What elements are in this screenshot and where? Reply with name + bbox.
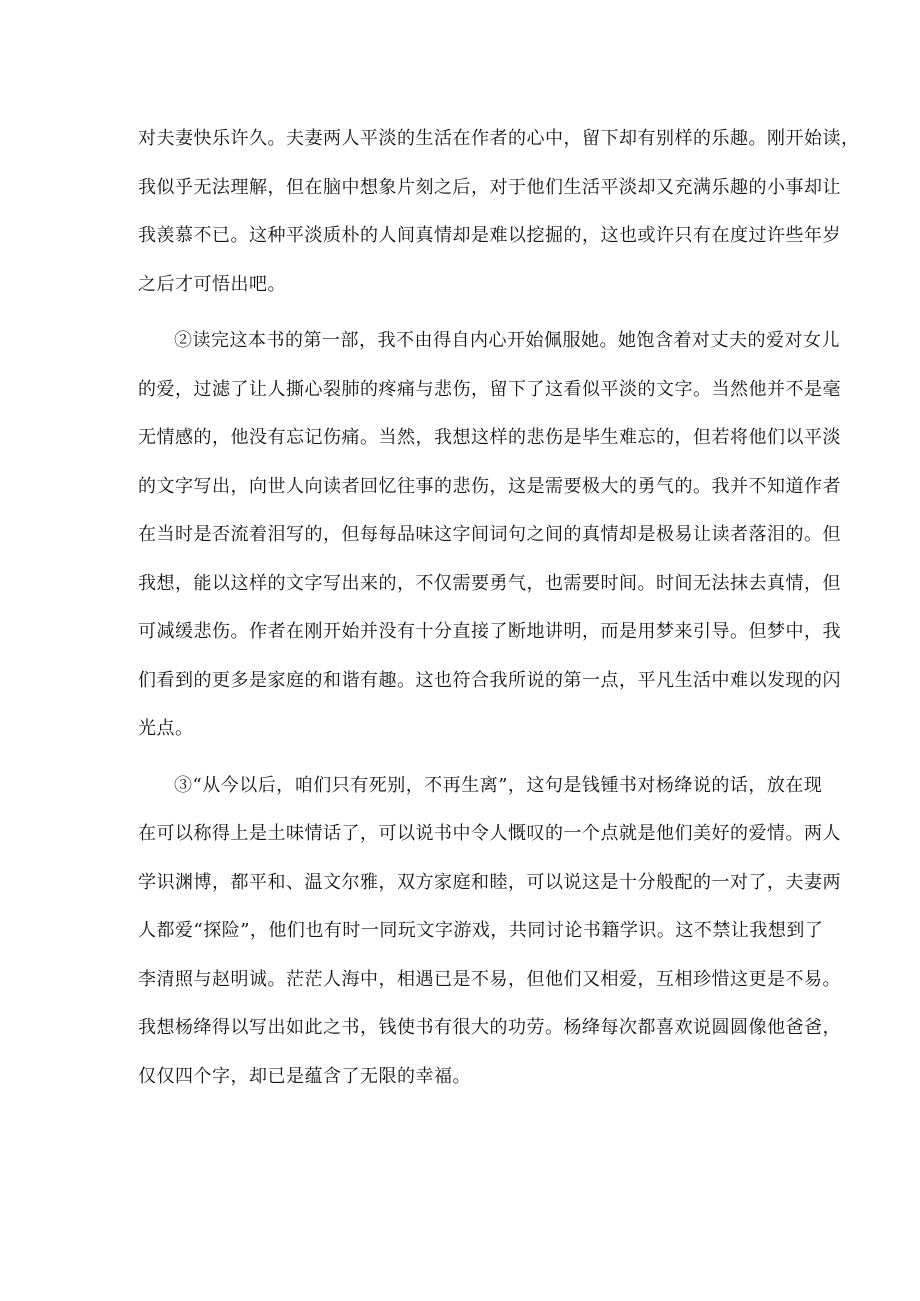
text-line: 在可以称得上是土味情话了，可以说书中令人慨叹的一个点就是他们美好的爱情。两人 [138,823,841,844]
text-line: 光点。 [138,718,194,739]
text-line: 人都爱“探险”，他们也有时一同玩文字游戏，共同讨论书籍学识。这不禁让我想到了 [138,920,824,941]
text-line: 李清照与赵明诚。茫茫人海中，相遇已是不易，但他们又相爱，互相珍惜这更是不易。 [138,968,841,990]
text-line: 的文字写出，向世人向读者回忆往事的悲伤，这是需要极大的勇气的。我并不知道作者 [138,475,841,497]
paragraph-3 [138,762,841,1102]
body-text [138,115,860,1101]
text-line: 在当时是否流着泪写的，但每每品味这字间词句之间的真情却是极易让读者落泪的。但 [138,524,841,545]
text-line: 之后才可悟出吧。 [138,273,286,295]
text-line: 对夫妻快乐许久。夫妻两人平淡的生活在作者的心中，留下却有别样的乐趣。刚开始读， [138,128,860,149]
text-line: 我羡慕不已。这种平淡质朴的人间真情却是难以挖掘的，这也或许只有在度过许些年岁 [138,225,841,246]
paragraph-1 [138,115,860,309]
text-line: 无情感的，他没有忘记伤痛。当然，我想这样的悲伤是毕生难忘的，但若将他们以平淡 [138,427,841,448]
paragraph-2 [138,317,841,754]
text-line: 学识渊博，都平和、温文尔雅，双方家庭和睦，可以说这是十分般配的一对了，夫妻两 [138,871,841,893]
text-line: ②读完这本书的第一部，我不由得自内心开始佩服她。她饱含着对丈夫的爱对女儿 [174,330,840,351]
text-line: 可减缓悲伤。作者在刚开始并没有十分直接了断地讲明，而是用梦来引导。但梦中，我 [138,621,841,642]
text-line: ③“从今以后，咱们只有死别，不再生离”，这句是钱锺书对杨绛说的话，放在现 [174,774,823,796]
text-line: 仅仅四个字，却已是蕴含了无限的幸福。 [138,1065,471,1087]
text-line: 的爱，过滤了让人撕心裂肺的疼痛与悲伤，留下了这看似平淡的文字。当然他并不是毫 [138,378,841,400]
text-line: 我想，能以这样的文字写出来的，不仅需要勇气，也需要时间。时间无法抹去真情，但 [138,572,841,594]
text-line: 我想杨绛得以写出如此之书，钱使书有很大的功劳。杨绛每次都喜欢说圆圆像他爸爸， [138,1017,841,1038]
text-line: 我似乎无法理解，但在脑中想象片刻之后，对于他们生活平淡却又充满乐趣的小事却让 [138,176,841,198]
text-line: 们看到的更多是家庭的和谐有趣。这也符合我所说的第一点，平凡生活中难以发现的闪 [138,669,841,691]
